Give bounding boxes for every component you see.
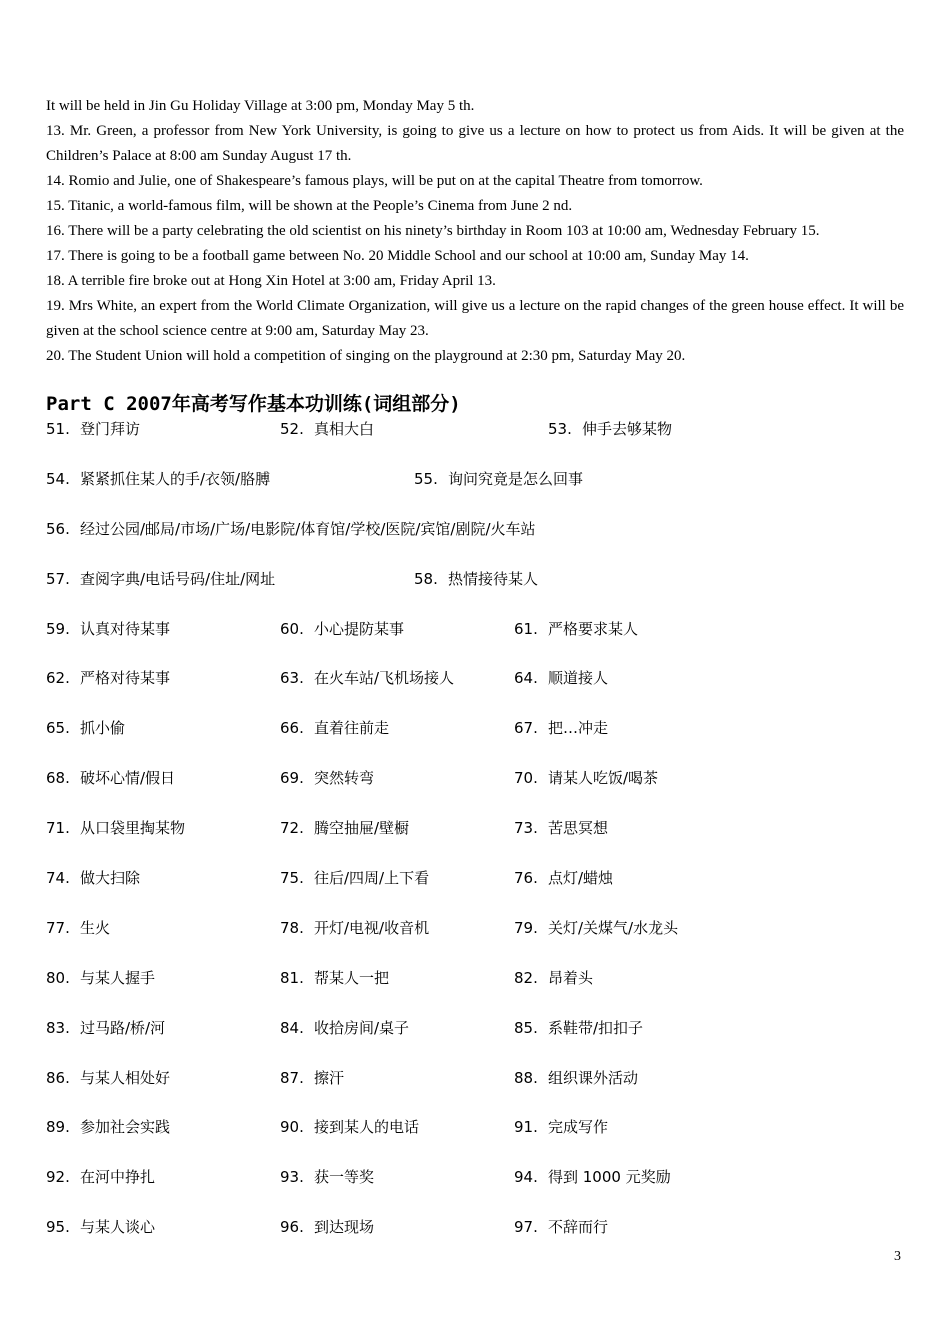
phrase-text: 小心提防某事 — [314, 619, 405, 638]
phrase-number: 51. — [46, 420, 70, 438]
phrase-text: 点灯/蜡烛 — [548, 869, 614, 888]
phrase-item — [46, 417, 140, 441]
phrase-item — [514, 816, 608, 840]
phrase-text: 过马路/桥/河 — [80, 1018, 166, 1037]
phrase-text: 往后/四周/上下看 — [314, 869, 430, 888]
phrase-text: 擦汗 — [314, 1068, 345, 1087]
phrase-text: 真相大白 — [314, 420, 375, 438]
phrase-text: 抓小偷 — [80, 719, 126, 738]
phrase-text: 帮某人一把 — [314, 968, 390, 987]
phrase-item — [280, 666, 454, 690]
paragraph: 17. There is going to be a football game between No. 20 Middle School and our school at 10:00 am, Sunday May 14. — [46, 248, 749, 264]
phrase-number: 68. — [46, 769, 70, 788]
phrase-item — [414, 467, 583, 491]
phrase-row — [46, 866, 906, 916]
phrase-row — [46, 467, 906, 517]
phrase-number: 76. — [514, 869, 538, 888]
phrase-text: 严格要求某人 — [548, 619, 639, 638]
phrase-text: 直着往前走 — [314, 719, 390, 738]
phrase-text: 腾空抽屉/壁橱 — [314, 819, 410, 838]
phrase-text: 严格对待某事 — [80, 669, 171, 688]
phrase-item — [280, 1215, 374, 1239]
paragraph: 16. There will be a party celebrating the old scientist on his ninety’s birthday in Room 103 at 10:00 am, Wednesday February 15. — [46, 223, 820, 239]
phrase-number: 52. — [280, 420, 304, 438]
phrase-number: 66. — [280, 719, 304, 738]
phrase-number: 57. — [46, 569, 70, 588]
phrase-number: 67. — [514, 719, 538, 738]
phrase-item — [46, 666, 170, 690]
phrase-text: 完成写作 — [548, 1118, 609, 1137]
page-number: 3 — [894, 1249, 901, 1264]
phrase-text: 做大扫除 — [80, 869, 141, 888]
phrase-number: 95. — [46, 1218, 70, 1237]
phrase-item — [548, 417, 672, 441]
section-title: Part C 2007年高考写作基本功训练(词组部分) — [46, 393, 461, 415]
phrase-row — [46, 766, 906, 816]
phrase-text: 热情接待某人 — [448, 569, 539, 588]
phrase-item — [280, 1016, 409, 1040]
phrase-item — [46, 1016, 165, 1040]
phrase-row — [46, 1115, 906, 1165]
phrase-number: 85. — [514, 1018, 538, 1037]
phrase-number: 73. — [514, 819, 538, 838]
paragraph: 15. Titanic, a world-famous film, will be shown at the People’s Cinema from June 2 nd. — [46, 198, 573, 214]
phrase-row — [46, 1215, 906, 1265]
phrase-text: 组织课外活动 — [548, 1068, 639, 1087]
phrase-number: 83. — [46, 1018, 70, 1037]
phrase-text: 与某人谈心 — [80, 1218, 156, 1237]
phrase-item — [46, 916, 110, 940]
phrase-row — [46, 716, 906, 766]
phrase-row — [46, 1165, 906, 1215]
phrase-number: 96. — [280, 1218, 304, 1237]
phrase-item — [46, 1066, 170, 1090]
phrase-number: 79. — [514, 918, 538, 937]
phrase-text: 生火 — [80, 918, 111, 937]
phrase-number: 53. — [548, 420, 572, 438]
phrase-row — [46, 617, 906, 667]
phrase-number: 65. — [46, 719, 70, 738]
phrase-text: 昂着头 — [548, 968, 594, 987]
phrase-item — [280, 716, 389, 740]
phrase-item — [46, 517, 536, 541]
event-paragraphs — [46, 94, 904, 369]
phrase-item — [280, 816, 409, 840]
phrase-item — [280, 1115, 419, 1139]
phrase-item — [514, 617, 638, 641]
phrase-row — [46, 567, 906, 617]
phrase-number: 61. — [514, 619, 538, 638]
phrase-text: 获一等奖 — [314, 1168, 375, 1187]
phrase-item — [280, 1066, 344, 1090]
phrase-text: 把…冲走 — [548, 719, 609, 738]
phrase-number: 56. — [46, 519, 70, 538]
phrase-item — [46, 1165, 155, 1189]
phrase-number: 63. — [280, 669, 304, 688]
phrase-number: 75. — [280, 869, 304, 888]
phrase-text: 登门拜访 — [80, 420, 141, 438]
phrase-number: 90. — [280, 1118, 304, 1137]
phrase-text: 与某人相处好 — [80, 1068, 171, 1087]
phrase-number: 74. — [46, 869, 70, 888]
phrase-item — [514, 1115, 608, 1139]
phrase-item — [280, 617, 404, 641]
phrase-number: 93. — [280, 1168, 304, 1187]
phrase-text: 顺道接人 — [548, 669, 609, 688]
phrase-text: 查阅字典/电话号码/住址/网址 — [80, 569, 276, 588]
phrase-text: 经过公园/邮局/市场/广场/电影院/体育馆/学校/医院/宾馆/剧院/火车站 — [80, 519, 536, 538]
phrase-text: 破坏心情/假日 — [80, 769, 176, 788]
phrase-item — [280, 866, 429, 890]
phrase-number: 94. — [514, 1168, 538, 1187]
phrase-number: 84. — [280, 1018, 304, 1037]
phrase-number: 54. — [46, 469, 70, 488]
phrase-item — [46, 766, 175, 790]
phrase-number: 81. — [280, 968, 304, 987]
phrase-number: 86. — [46, 1068, 70, 1087]
paragraph: 20. The Student Union will hold a competition of singing on the playground at 2:30 pm, Saturday May 20. — [46, 348, 686, 364]
phrase-row — [46, 916, 906, 966]
phrase-item — [46, 816, 185, 840]
phrase-row — [46, 966, 906, 1016]
phrase-item — [46, 966, 155, 990]
phrase-text: 伸手去够某物 — [582, 420, 673, 438]
phrase-item — [514, 1066, 638, 1090]
phrase-row — [46, 1066, 906, 1116]
phrase-number: 89. — [46, 1118, 70, 1137]
phrase-text: 在火车站/飞机场接人 — [314, 669, 455, 688]
phrase-list — [46, 417, 906, 1265]
phrase-item — [514, 1165, 671, 1189]
phrase-text: 询问究竟是怎么回事 — [448, 469, 584, 488]
phrase-text: 请某人吃饭/喝茶 — [548, 769, 659, 788]
phrase-item — [46, 617, 170, 641]
phrase-text: 与某人握手 — [80, 968, 156, 987]
paragraph: It will be held in Jin Gu Holiday Village at 3:00 pm, Monday May 5 th. — [46, 98, 475, 114]
phrase-item — [280, 916, 429, 940]
phrase-text: 收拾房间/桌子 — [314, 1018, 410, 1037]
phrase-number: 69. — [280, 769, 304, 788]
paragraph: 19. Mrs White, an expert from the World Climate Organization, will give us a lecture on the rapid changes of the green house effect. It will be given at the school science centre at 9:00 am, Saturday May 23. — [46, 298, 904, 339]
phrase-item — [280, 966, 389, 990]
phrase-number: 62. — [46, 669, 70, 688]
phrase-item — [514, 966, 593, 990]
phrase-item — [46, 1115, 170, 1139]
phrase-item — [414, 567, 538, 591]
phrase-item — [46, 866, 140, 890]
phrase-number: 88. — [514, 1068, 538, 1087]
phrase-text: 苦思冥想 — [548, 819, 609, 838]
phrase-number: 64. — [514, 669, 538, 688]
phrase-text: 到达现场 — [314, 1218, 375, 1237]
phrase-number: 92. — [46, 1168, 70, 1187]
phrase-number: 72. — [280, 819, 304, 838]
phrase-item — [280, 1165, 374, 1189]
phrase-text: 接到某人的电话 — [314, 1118, 420, 1137]
phrase-row — [46, 1016, 906, 1066]
phrase-number: 82. — [514, 968, 538, 987]
phrase-item — [46, 716, 125, 740]
phrase-row — [46, 816, 906, 866]
phrase-text: 系鞋带/扣扣子 — [548, 1018, 644, 1037]
phrase-text: 认真对待某事 — [80, 619, 171, 638]
phrase-number: 59. — [46, 619, 70, 638]
phrase-text: 在河中挣扎 — [80, 1168, 156, 1187]
phrase-item — [514, 916, 678, 940]
phrase-item — [46, 567, 275, 591]
phrase-item — [280, 766, 374, 790]
phrase-text: 紧紧抓住某人的手/衣领/胳膊 — [80, 469, 271, 488]
phrase-number: 71. — [46, 819, 70, 838]
phrase-item — [46, 467, 270, 491]
phrase-number: 91. — [514, 1118, 538, 1137]
phrase-row — [46, 517, 906, 567]
paragraph: 18. A terrible fire broke out at Hong Xin Hotel at 3:00 am, Friday April 13. — [46, 273, 496, 289]
phrase-item — [46, 1215, 155, 1239]
phrase-text: 不辞而行 — [548, 1218, 609, 1237]
phrase-text: 关灯/关煤气/水龙头 — [548, 918, 679, 937]
phrase-item — [514, 1215, 608, 1239]
phrase-row — [46, 666, 906, 716]
phrase-number: 55. — [414, 469, 438, 488]
phrase-text: 参加社会实践 — [80, 1118, 171, 1137]
phrase-number: 80. — [46, 968, 70, 987]
phrase-number: 70. — [514, 769, 538, 788]
phrase-item — [514, 716, 608, 740]
phrase-number: 58. — [414, 569, 438, 588]
phrase-item — [514, 666, 608, 690]
phrase-number: 87. — [280, 1068, 304, 1087]
phrase-number: 60. — [280, 619, 304, 638]
paragraph: 14. Romio and Julie, one of Shakespeare’s famous plays, will be put on at the capital Theatre from tomorrow. — [46, 173, 703, 189]
phrase-text: 得到 1000 元奖励 — [548, 1168, 671, 1187]
phrase-item — [280, 417, 374, 441]
phrase-item — [514, 866, 613, 890]
phrase-number: 97. — [514, 1218, 538, 1237]
phrase-text: 开灯/电视/收音机 — [314, 918, 430, 937]
phrase-text: 从口袋里掏某物 — [80, 819, 186, 838]
phrase-row — [46, 417, 906, 467]
phrase-item — [514, 766, 658, 790]
phrase-number: 77. — [46, 918, 70, 937]
phrase-item — [514, 1016, 643, 1040]
phrase-number: 78. — [280, 918, 304, 937]
phrase-text: 突然转弯 — [314, 769, 375, 788]
paragraph: 13. Mr. Green, a professor from New York University, is going to give us a lecture on how to protect us from Aids. It will be given at the Children’s Palace at 8:00 am Sunday August 17 th. — [46, 123, 904, 164]
